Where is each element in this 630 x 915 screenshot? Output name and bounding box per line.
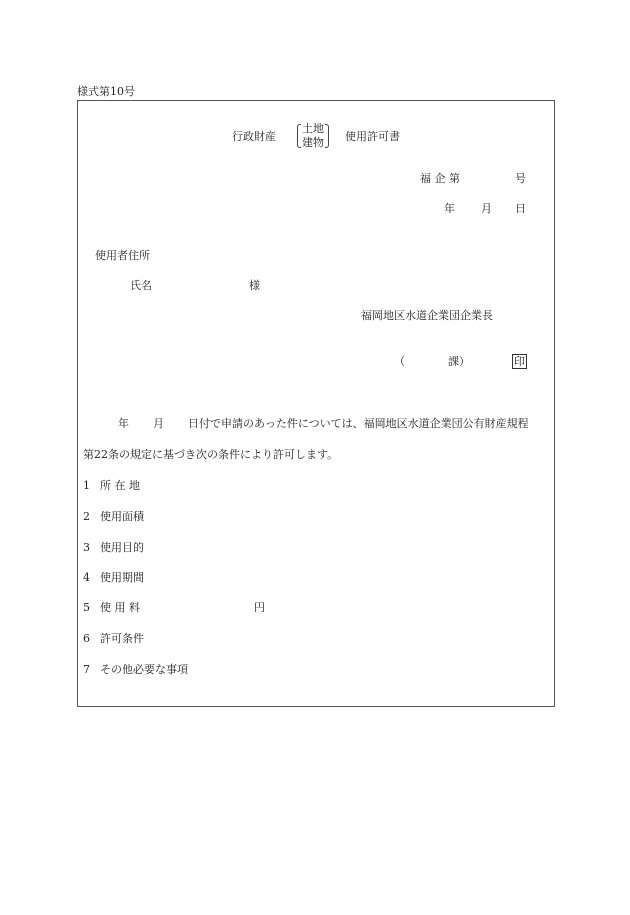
date-year: 年 <box>444 202 455 215</box>
right-bracket <box>325 124 329 148</box>
address-label: 使用者住所 <box>95 249 150 262</box>
item-5-unit: 円 <box>254 601 265 614</box>
item-2-label: 使用面積 <box>100 510 144 523</box>
item-1-number: 1 <box>83 479 90 492</box>
body-line-2: 第22条の規定に基づき次の条件により許可します。 <box>83 448 339 461</box>
seal-mark: 印 <box>514 355 525 368</box>
item-3-number: 3 <box>83 541 90 554</box>
honorific: 様 <box>249 279 260 292</box>
item-7-label: その他必要な事項 <box>100 663 188 676</box>
item-6-number: 6 <box>83 632 90 645</box>
date-month: 月 <box>481 202 492 215</box>
item-7-number: 7 <box>83 663 90 676</box>
item-4-label: 使用期間 <box>100 571 144 584</box>
name-label: 氏名 <box>130 279 152 292</box>
issuer-paren-open: （ <box>394 355 405 368</box>
item-1-label: 所 在 地 <box>100 479 140 492</box>
title-option-land: 土地 <box>302 122 324 135</box>
title-prefix: 行政財産 <box>232 130 276 143</box>
doc-number-suffix: 号 <box>515 172 526 185</box>
left-bracket <box>297 124 301 148</box>
document-frame <box>77 100 555 707</box>
body-line-1: 日付で申請のあった件については、福岡地区水道企業団公有財産規程 <box>188 417 529 430</box>
item-2-number: 2 <box>83 510 90 523</box>
form-number: 様式第10号 <box>77 85 135 98</box>
title-option-building: 建物 <box>302 136 324 149</box>
body-year: 年 <box>118 417 129 430</box>
item-3-label: 使用目的 <box>100 541 144 554</box>
item-4-number: 4 <box>83 571 90 584</box>
issuer-section: 課） <box>448 355 470 368</box>
item-6-label: 許可条件 <box>100 632 144 645</box>
title-suffix: 使用許可書 <box>345 130 400 143</box>
item-5-label: 使 用 料 <box>100 601 140 614</box>
body-month: 月 <box>153 417 164 430</box>
date-day: 日 <box>515 202 526 215</box>
item-5-number: 5 <box>83 601 90 614</box>
issuer-title: 福岡地区水道企業団企業長 <box>361 309 493 322</box>
doc-number-prefix: 福 企 第 <box>420 172 460 185</box>
